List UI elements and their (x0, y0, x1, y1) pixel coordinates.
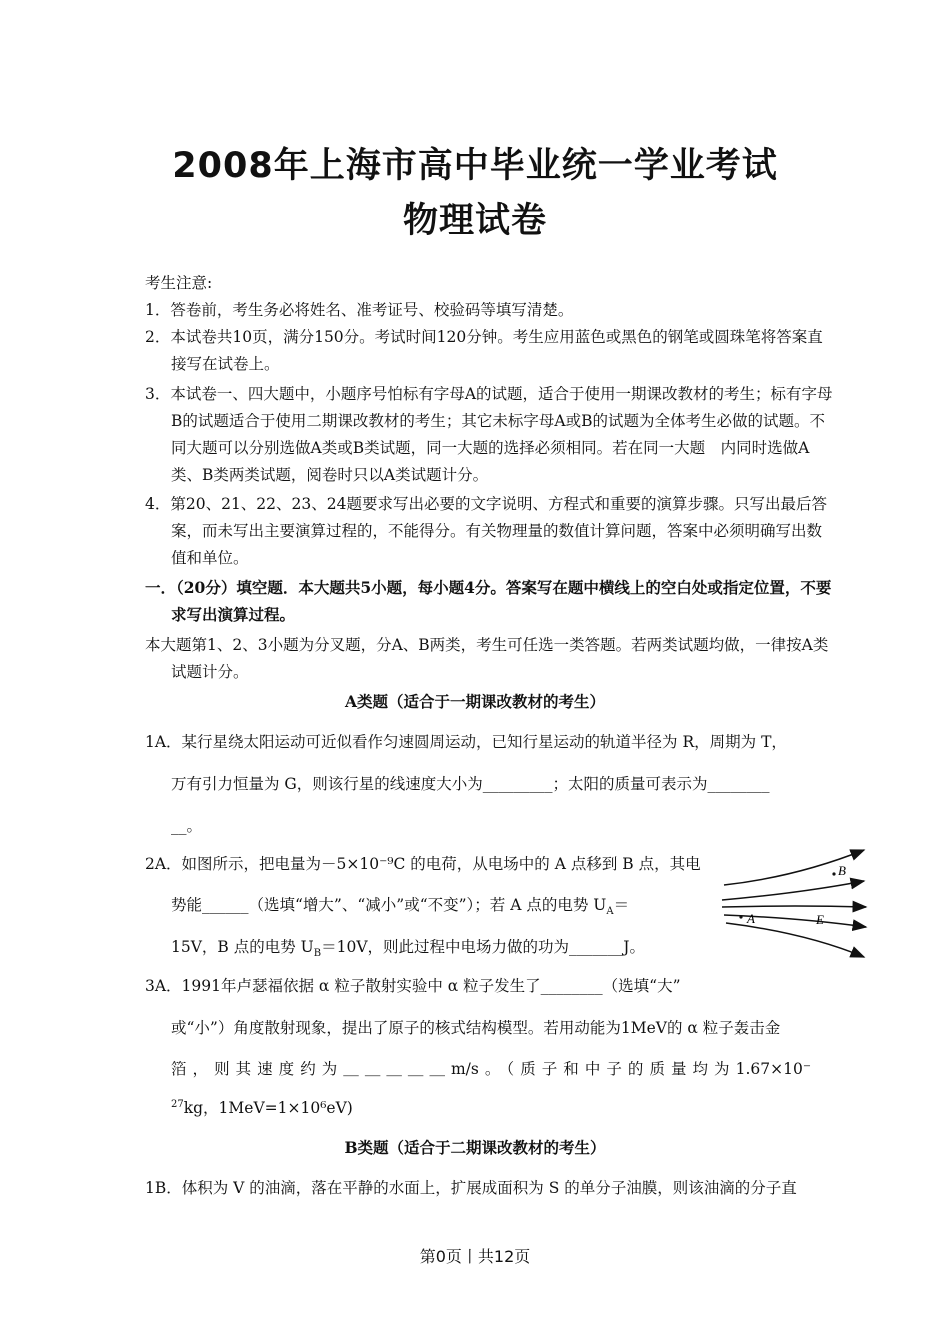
page-footer: 第0页丨共12页 (419, 1247, 531, 1266)
q2a-line2-end: ＝ (613, 896, 630, 914)
section1-heading: 一．（20分）填空题．本大题共5小题，每小题4分。答案写在题中横线上的空白处或指定位置，不要求写出演算过程。 (145, 578, 832, 624)
label-a: A (747, 911, 755, 926)
q1b-line1: 1B．体积为 V 的油滴，落在平静的水面上，扩展成面积为 S 的单分子油膜，则该油滴的分子直 (145, 1179, 797, 1197)
q2a-line3-text: 15V，B 点的电势 U (171, 938, 314, 956)
notice-item-2: 2．本试卷共10页，满分150分。考试时间120分钟。考生应用蓝色或黑色的钢笔或圆珠笔将答案直接写在试卷上。 (145, 328, 823, 373)
q2a-line3 (171, 935, 701, 959)
q2a-line2-text: 势能______（选填“增大”、“减小”或“不变”）；若 A 点的电势 U (171, 896, 607, 914)
classB-heading: B类题（适合于二期课改教材的考生） (344, 1138, 606, 1157)
notice-heading: 考生注意: (145, 274, 213, 292)
q3a-line3: 箔，则其速度约为＿＿＿＿＿m/s。（质子和中子的质量均为1.67×10⁻ (171, 1060, 811, 1078)
q1a-line3: __。 (171, 817, 203, 835)
label-e: E (816, 912, 824, 927)
q2a-line2-sub: A (606, 906, 614, 918)
q2a-line3-end: ＝10V，则此过程中电场力做的功为_______J。 (321, 938, 645, 956)
q1a-line2: 万有引力恒量为 G，则该行星的线速度大小为_________；太阳的质量可表示为________ (171, 775, 770, 793)
exam-title: 2008年上海市高中毕业统一学业考试 (172, 146, 778, 186)
q3a-line4 (171, 1096, 811, 1118)
notice-item-3: 3．本试卷一、四大题中，小题序号怕标有字母A的试题，适合于使用一期课改教材的考生；标有字母B的试题适合于使用二期课改教材的考生；其它未标字母A或B的试题为全体考生必做的试题。不同大题可以分别选做A类或B类试题，同一大题的选择必须相同。若在同一大题 内同时选做A类、B类两类试题，阅卷时只以A类试题计分。 (145, 385, 833, 484)
q2a-line1: 2A．如图所示，把电量为－5×10⁻⁹C 的电荷，从电场中的 A 点移到 B 点，其电 (145, 855, 701, 873)
classA-heading: A类题（适合于一期课改教材的考生） (344, 692, 606, 711)
section1-note: 本大题第1、2、3小题为分叉题，分A、B两类，考生可任选一类答题。若两类试题均做，一律按A类试题计分。 (145, 636, 829, 681)
point-a-dot (739, 915, 742, 918)
electric-field-figure (716, 845, 871, 965)
notice-item-1: 1．答卷前，考生务必将姓名、准考证号、校验码等填写清楚。 (145, 301, 574, 319)
q3a-line1: 3A．1991年卢瑟福依据 α 粒子散射实验中 α 粒子发生了________（选填“大” (145, 977, 681, 995)
q3a-line4-text: kg，1MeV=1×10⁶eV) (183, 1099, 353, 1117)
label-b: B (838, 863, 846, 878)
q2a-line3-sub: B (313, 948, 322, 960)
q1a-line1: 1A．某行星绕太阳运动可近似看作匀速圆周运动，已知行星运动的轨道半径为 R，周期为 T， (145, 733, 787, 751)
q2a-line2 (171, 893, 701, 917)
q3a-line2: 或“小”）角度散射现象，提出了原子的核式结构模型。若用动能为1MeV的 α 粒子轰击金 (171, 1019, 781, 1037)
notice-item-4: 4．第20、21、22、23、24题要求写出必要的文字说明、方程式和重要的演算步骤。只写出最后答案，而未写出主要演算过程的，不能得分。有关物理量的数值计算问题，答案中必须明确写出数值和单位。 (145, 495, 827, 567)
field-line-5 (726, 923, 864, 957)
point-b-dot (832, 872, 835, 875)
q3a-line4-sup: 27 (171, 1098, 184, 1110)
field-line-2 (722, 881, 864, 900)
exam-subtitle: 物理试卷 (402, 201, 547, 241)
field-line-3 (722, 906, 866, 907)
